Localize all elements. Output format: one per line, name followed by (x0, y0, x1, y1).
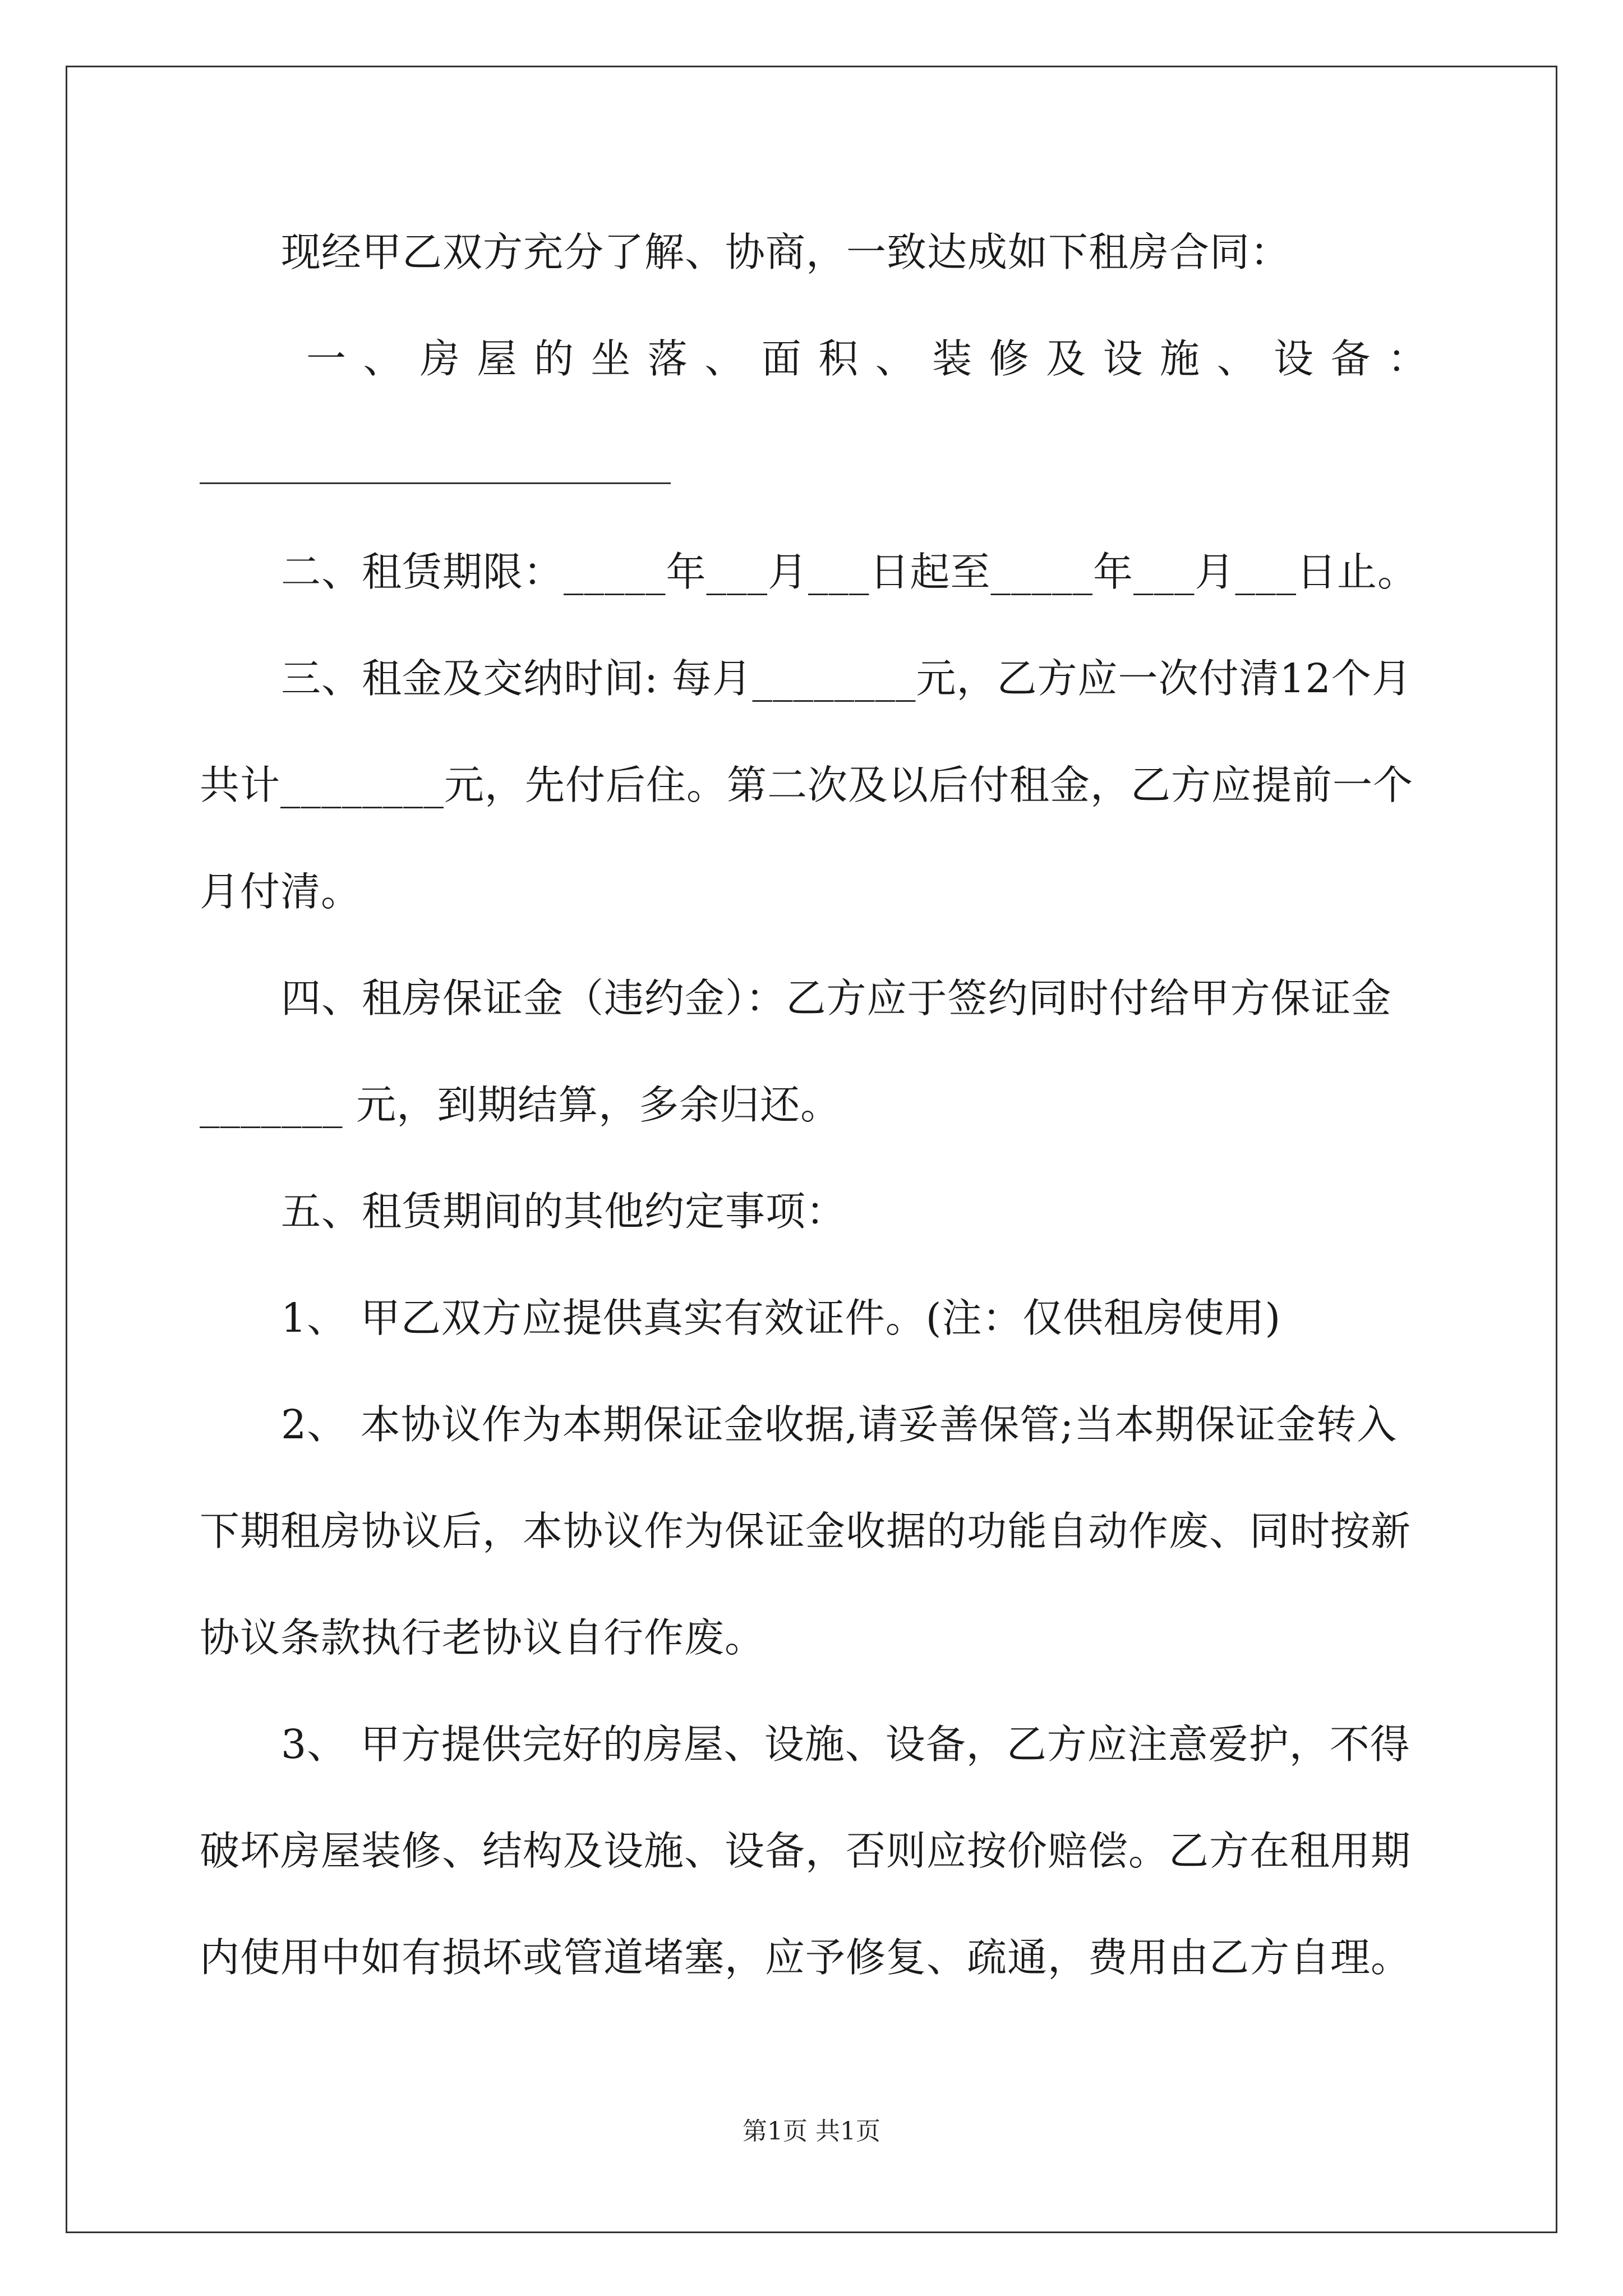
clause-1-char: 设 (1273, 335, 1314, 382)
clause-5-heading: 五、租赁期间的其他约定事项： (281, 1188, 847, 1235)
clause-3-line-2: 共计________元，先付后住。第二次及以后付租金，乙方应提前一个 (200, 762, 1414, 808)
clause-1-char: 设 (1103, 335, 1144, 382)
clause-1-char: 的 (533, 335, 574, 382)
clause-4-line-1: 四、租房保证金（违约金）：乙方应于签约同时付给甲方保证金 (281, 975, 1392, 1022)
item-3-line-2: 破坏房屋装修、结构及设施、设备，否则应按价赔偿。乙方在租用期 (200, 1828, 1412, 1874)
clause-1-heading (200, 334, 1428, 384)
clause-1-char: 落 (647, 335, 688, 382)
clause-1-char: 屋 (477, 335, 518, 382)
item-1: 1、 甲乙双方应提供真实有效证件。(注：仅供租房使用) (281, 1295, 1281, 1341)
clause-1-char: 、 (875, 335, 916, 382)
clause-1-char: 积 (818, 335, 859, 382)
clause-1-char: 房 (419, 335, 460, 382)
clause-4-line-2: _______ 元，到期结算，多余归还。 (200, 1082, 841, 1128)
clause-1-char: 施 (1160, 335, 1201, 382)
clause-1-char: 备 (1330, 335, 1371, 382)
clause-1-char: 、 (704, 335, 745, 382)
clause-1-char: 及 (1046, 335, 1087, 382)
fill-in-blank-line (200, 482, 671, 484)
paragraph-intro: 现经甲乙双方充分了解、协商，一致达成如下租房合同： (281, 229, 1291, 275)
clause-1-char: 坐 (591, 335, 631, 382)
item-3-line-3: 内使用中如有损坏或管道堵塞，应予修复、疏通，费用由乙方自理。 (200, 1934, 1412, 1981)
clause-1-char: 面 (761, 335, 802, 382)
page-border (66, 66, 1557, 2233)
clause-1-char: 、 (1216, 335, 1257, 382)
item-3-line-1: 3、 甲方提供完好的房屋、设施、设备，乙方应注意爱护，不得 (281, 1721, 1410, 1768)
clause-1-char: 一 (306, 335, 347, 382)
clause-3-line-1: 三、租金及交纳时间: 每月________元，乙方应一次付清12个月 (281, 655, 1412, 702)
clause-1-char: ： (1387, 335, 1428, 382)
item-2-line-3: 协议条款执行老协议自行作废。 (200, 1614, 766, 1661)
item-2-line-1: 2、 本协议作为本期保证金收据,请妥善保管;当本期保证金转入 (281, 1401, 1398, 1448)
clause-3-line-3: 月付清。 (200, 868, 362, 915)
clause-1-char: 装 (932, 335, 973, 382)
page-number-footer: 第1页 共1页 (743, 2117, 880, 2146)
clause-1-char: 修 (989, 335, 1030, 382)
clause-1-char: 、 (363, 335, 404, 382)
item-2-line-2: 下期租房协议后，本协议作为保证金收据的功能自动作废、同时按新 (200, 1508, 1412, 1554)
clause-2-lease-term: 二、租赁期限：_____年___月___日起至_____年___月___日止。 (281, 549, 1418, 595)
